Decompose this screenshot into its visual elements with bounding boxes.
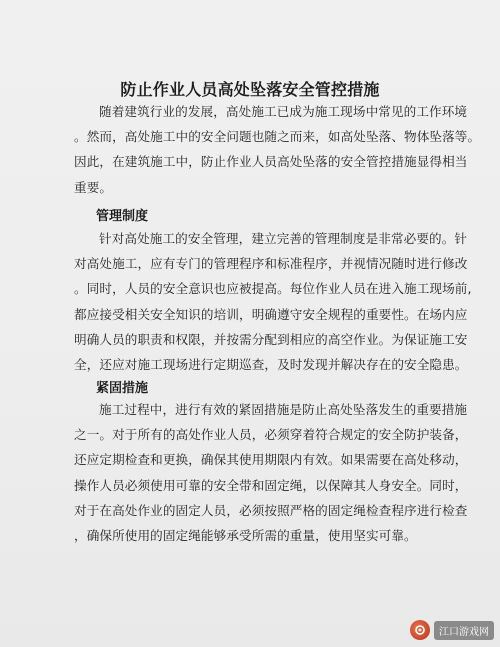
intro-line: 重要。: [74, 179, 113, 195]
section-paragraph-fastening: [74, 397, 468, 548]
paragraph-line: 针对高处施工的安全管理，建立完善的管理制度是非常必要的。针: [99, 231, 468, 246]
paragraph-line: 对于在高处作业的固定人员，必须按照严格的固定绳检查程序进行检查: [74, 502, 468, 518]
paragraph-line: 全，还应对施工现场进行定期巡查，及时发现并解决存在的安全隐患。: [74, 357, 468, 373]
paragraph-line: 之一。对于所有的高处作业人员，必须穿着符合规定的安全防护装备，: [74, 427, 468, 443]
paragraph-line: 。同时，人员的安全意识也应被提高。每位作业人员在进入施工现场前,: [74, 281, 472, 297]
section-paragraph-management: [74, 226, 472, 377]
paragraph-line: ，确保所使用的固定绳能够承受所需的重量，使用坚实可靠。: [74, 528, 417, 544]
watermark-text: 江口游戏网: [434, 621, 494, 640]
section-heading-fastening: 紧固措施: [96, 381, 149, 396]
watermark-logo-icon: [410, 620, 430, 640]
paragraph-line: 明确人员的职责和权限，并按需分配到相应的高空作业。为保证施工安: [74, 331, 468, 347]
paragraph-line: 还应定期检查和更换，确保其使用期限内有效。如果需要在高处移动，: [74, 452, 468, 468]
paragraph-line: 操作人员必须使用可靠的安全带和固定绳，以保障其人身安全。同时，: [74, 477, 468, 493]
paragraph-line: 对高处施工，应有专门的管理程序和标准程序，并视情况随时进行修改: [74, 256, 468, 272]
section-heading-management: 管理制度: [96, 209, 149, 224]
intro-paragraph: [74, 99, 481, 200]
paragraph-line: 都应接受相关安全知识的培训，明确遵守安全规程的重要性。在场内应: [74, 306, 468, 322]
intro-line: 随着建筑行业的发展，高处施工已成为施工现场中常见的工作环境: [99, 104, 468, 119]
site-watermark: [372, 618, 494, 642]
paragraph-line: 施工过程中，进行有效的紧固措施是防止高处坠落发生的重要措施: [99, 402, 468, 417]
intro-line: 。然而，高处施工中的安全问题也随之而来，如高处坠落、物体坠落等。: [74, 129, 481, 145]
intro-line: 因此，在建筑施工中，防止作业人员高处坠落的安全管控措施显得相当: [74, 154, 468, 170]
document-title: 防止作业人员高处坠落安全管控措施: [120, 80, 380, 99]
